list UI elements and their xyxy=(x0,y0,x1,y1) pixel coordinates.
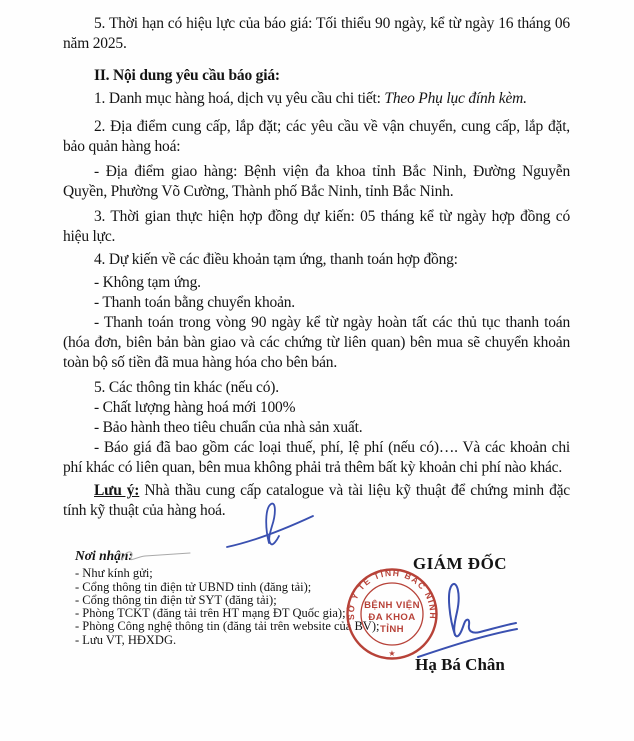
item1-attachment-ref: Theo Phụ lục đính kèm. xyxy=(384,90,527,107)
recipient-item: - Như kính gửi; xyxy=(75,566,153,581)
note-label: Lưu ý: xyxy=(94,482,140,499)
signer-name: Hạ Bá Chân xyxy=(415,655,505,674)
paragraph-item4-sub1: - Không tạm ứng. xyxy=(94,274,201,291)
note-text: Nhà thầu cung cấp catalogue và tài liệu kỹ thuật để chứng minh đặc tính kỹ thuật của hàng hoá. xyxy=(63,482,570,519)
paragraph-item5-sub1: - Chất lượng hàng hoá mới 100% xyxy=(94,399,296,416)
item1-text: 1. Danh mục hàng hoá, dịch vụ yêu cầu chi tiết: xyxy=(94,90,385,107)
recipient-item: - Phòng Công nghệ thông tin (đăng tải trên website của BV); xyxy=(75,619,380,634)
recipient-item: - Cổng thông tin điện tử UBND tỉnh (đăng tải); xyxy=(75,579,312,594)
section-ii-heading: II. Nội dung yêu cầu báo giá: xyxy=(94,67,280,84)
stamp-center-line2: ĐA KHOA xyxy=(368,612,416,623)
document-body xyxy=(63,14,570,521)
recipient-item: - Lưu VT, HĐXDG. xyxy=(75,632,177,647)
recipients-title: Nơi nhận: xyxy=(75,548,133,563)
paragraph-item5-sub3: - Báo giá đã bao gồm các loại thuế, phí, lệ phí (nếu có)…. Và các khoản chi phí khác có liên quan, bên mua không phải trả thêm bất kỳ khoản chi phí nào khác. xyxy=(63,439,570,476)
stamp-ring-text: SỞ Y TẾ TỈNH BẮC NINH xyxy=(345,567,439,621)
stamp-star-icon: ★ xyxy=(388,649,396,658)
note-initial-mark xyxy=(225,496,320,551)
recipient-item: - Cổng thông tin điện tử SYT (đăng tải); xyxy=(75,592,277,607)
paragraph-item5-sub2: - Bảo hành theo tiêu chuẩn của nhà sản xuất. xyxy=(94,419,363,436)
paragraph-validity: 5. Thời hạn có hiệu lực của báo giá: Tối thiểu 90 ngày, kể từ ngày 16 tháng 06 năm 2025. xyxy=(63,15,570,52)
paragraph-item4: 4. Dự kiến về các điều khoản tạm ứng, thanh toán hợp đồng: xyxy=(94,251,458,268)
paragraph-item5: 5. Các thông tin khác (nếu có). xyxy=(94,379,279,396)
recipient-item: - Phòng TCKT (đăng tải trên HT mạng ĐT Quốc gia); xyxy=(75,606,346,621)
paragraph-item4-sub2: - Thanh toán bằng chuyển khoản. xyxy=(94,294,295,311)
paragraph-item1 xyxy=(63,89,570,109)
clerk-initial-scribble xyxy=(118,547,198,567)
paragraph-item2: 2. Địa điểm cung cấp, lắp đặt; các yêu cầu về vận chuyển, cung cấp, lắp đặt, bảo quản hàng hoá: xyxy=(63,118,570,155)
paragraph-item3: 3. Thời gian thực hiện hợp đồng dự kiến: 05 tháng kể từ ngày hợp đồng có hiệu lực. xyxy=(63,208,570,245)
stamp-center-line3: TỈNH xyxy=(380,624,404,635)
paragraph-item4-sub3: - Thanh toán trong vòng 90 ngày kể từ ngày hoàn tất các thủ tục thanh toán (hóa đơn, biên bản bàn giao và các chứng từ liên quan) bên mua sẽ chuyển khoản toàn bộ số tiền đã mua hàng hóa cho bên bán. xyxy=(63,314,570,371)
director-signature xyxy=(400,572,530,667)
signer-title: GIÁM ĐỐC xyxy=(412,554,508,573)
paragraph-item2-sub1: - Địa điểm giao hàng: Bệnh viện đa khoa tỉnh Bắc Ninh, Đường Nguyễn Quyền, Phường Võ Cường, Thành phố Bắc Ninh, tỉnh Bắc Ninh. xyxy=(63,163,570,200)
stamp-center-line1: BỆNH VIỆN xyxy=(364,600,420,611)
